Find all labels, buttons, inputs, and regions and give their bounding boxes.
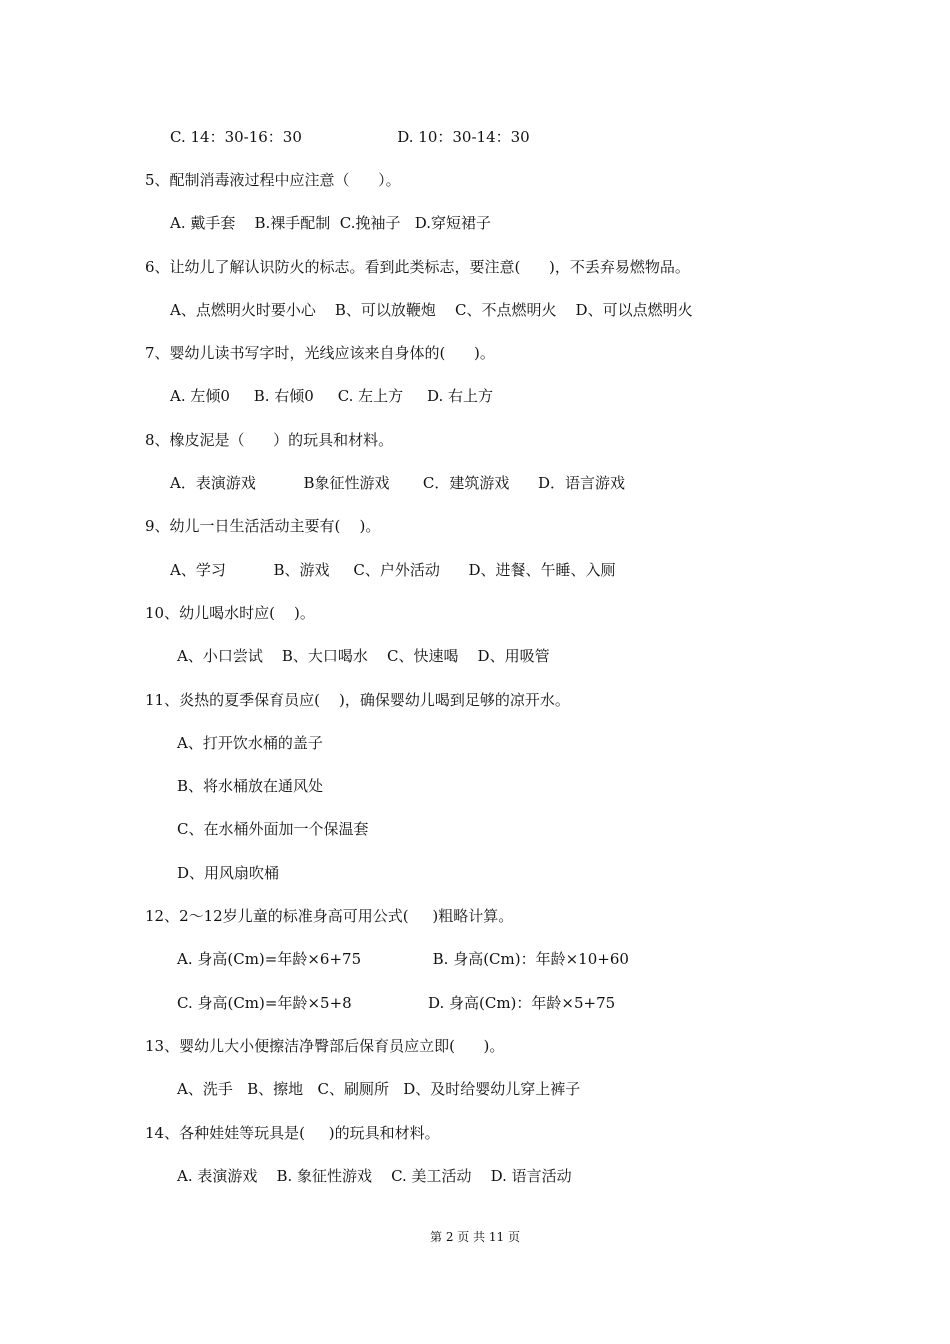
q7-options: A. 左倾0 B. 右倾0 C. 左上方 D. 右上方 bbox=[170, 387, 494, 405]
question-13: 13、婴幼儿大小便擦洁净臀部后保育员应立即( )。 bbox=[145, 1037, 505, 1055]
q5-options: A. 戴手套 B.裸手配制 C.挽袖子 D.穿短裙子 bbox=[170, 214, 492, 232]
q11-option-d: D、用风扇吹桶 bbox=[177, 864, 280, 882]
question-7: 7、婴幼儿读书写字时，光线应该来自身体的( )。 bbox=[145, 344, 495, 362]
question-12: 12、2～12岁儿童的标准身高可用公式( )粗略计算。 bbox=[145, 907, 514, 925]
question-11: 11、炎热的夏季保育员应( )，确保婴幼儿喝到足够的凉开水。 bbox=[145, 691, 570, 709]
q4-options: C. 14：30-16：30 D. 10：30-14：30 bbox=[170, 128, 530, 146]
question-8: 8、橡皮泥是（ ）的玩具和材料。 bbox=[145, 431, 394, 449]
page-number-footer: 第 2 页 共 11 页 bbox=[430, 1230, 520, 1244]
q11-option-b: B、将水桶放在通风处 bbox=[177, 777, 324, 795]
q10-options: A、小口尝试 B、大口喝水 C、快速喝 D、用吸管 bbox=[177, 647, 550, 665]
q11-option-c: C、在水桶外面加一个保温套 bbox=[177, 820, 369, 838]
q14-options: A. 表演游戏 B. 象征性游戏 C. 美工活动 D. 语言活动 bbox=[177, 1167, 572, 1185]
q12-options-ab: A. 身高(Cm)=年龄×6+75 B. 身高(Cm)：年龄×10+60 bbox=[177, 950, 629, 968]
question-6: 6、让幼儿了解认识防火的标志。看到此类标志，要注意( )，不丢弃易燃物品。 bbox=[145, 258, 690, 276]
question-5: 5、配制消毒液过程中应注意（ ）。 bbox=[145, 171, 401, 189]
question-14: 14、各种娃娃等玩具是( )的玩具和材料。 bbox=[145, 1124, 440, 1142]
q11-option-a: A、打开饮水桶的盖子 bbox=[177, 734, 323, 752]
question-9: 9、幼儿一日生活活动主要有( )。 bbox=[145, 517, 381, 535]
question-10: 10、幼儿喝水时应( )。 bbox=[145, 604, 315, 622]
q13-options: A、洗手 B、擦地 C、刷厕所 D、及时给婴幼儿穿上裤子 bbox=[177, 1080, 581, 1098]
q6-options: A、点燃明火时要小心 B、可以放鞭炮 C、不点燃明火 D、可以点燃明火 bbox=[170, 301, 693, 319]
q9-options: A、学习 B、游戏 C、户外活动 D、进餐、午睡、入厕 bbox=[170, 561, 616, 579]
q12-options-cd: C. 身高(Cm)=年龄×5+8 D. 身高(Cm)：年龄×5+75 bbox=[177, 994, 616, 1012]
q8-options: A．表演游戏 B象征性游戏 C．建筑游戏 D．语言游戏 bbox=[170, 474, 626, 492]
